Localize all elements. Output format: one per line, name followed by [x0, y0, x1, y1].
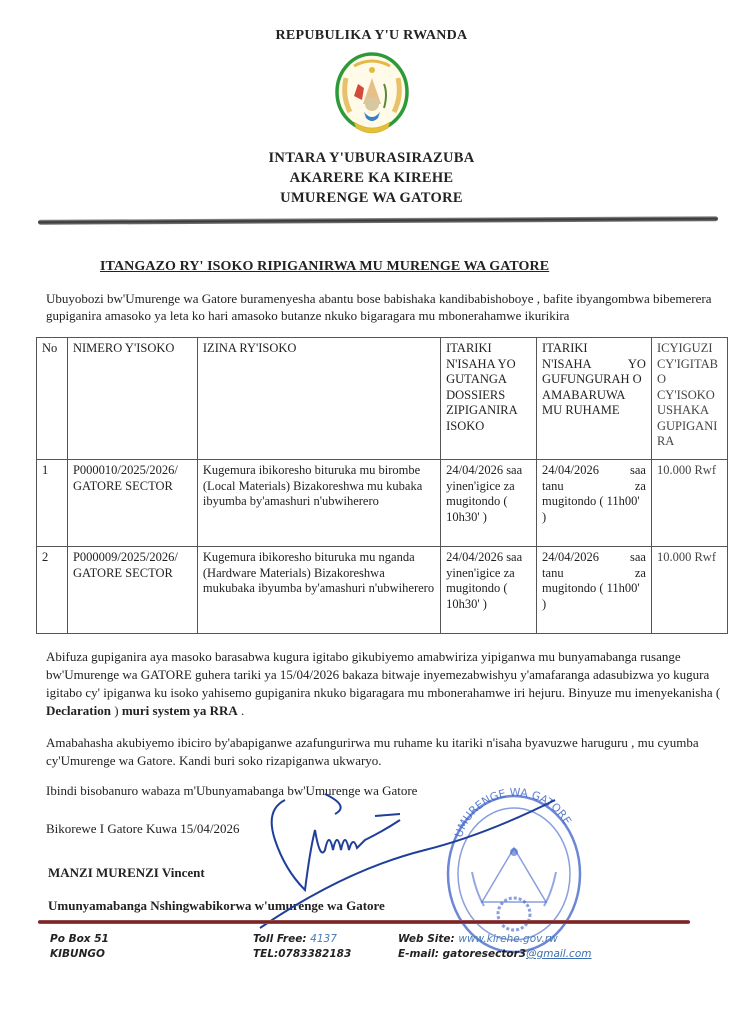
- row-no: 2: [37, 547, 68, 634]
- toll-free-number: 4137: [310, 933, 337, 945]
- declaration-text: Declaration: [46, 703, 111, 718]
- opening-za: za: [634, 565, 646, 580]
- opening-date: 24/04/2026: [542, 463, 599, 477]
- opening-line1: [542, 550, 646, 566]
- p1-main-text: Abifuza gupiganira aya masoko barasabwa kugura igitabo gikubiyemo amabwiriza yipiganwa mu bunyamabanga rusange bw'Umurenge wa GATORE guhera tariki ya 15/04/2026 bakaza bitwaje inyemezabwishyu y'amafaranga adasubizwa yo kugura igitabo cy' ipiganwa ku isoko yahisemo gupiganira nkuko bigaragara mu mbonerahamwe iri hejuru. Binyuze mu imenyekanisha (: [46, 649, 721, 700]
- opening-za: za: [634, 478, 646, 493]
- opening-line1: [542, 463, 646, 479]
- intro-paragraph: Ubuyobozi bw'Umurenge wa Gatore buramenyesha abantu bose babishaka kandibabishoboye , bafite ibyangombwa bibemerera gupiganira amasoko ya leta ko hari amasoko butanze nkuko bigaragara mu mbonerahamwe ikurikira: [46, 291, 712, 323]
- p1-mid-text: ): [110, 703, 122, 718]
- opening-line2: [542, 479, 646, 495]
- header-tender-number: NIMERO Y'ISOKO: [67, 338, 197, 460]
- row-opening-date: [537, 547, 652, 634]
- opening-saa: saa: [630, 463, 646, 477]
- telephone: TEL:0783382183: [253, 948, 352, 960]
- province-name: INTARA Y'UBURASIRAZUBA: [268, 150, 475, 166]
- bid-opening-paragraph: Amabahasha akubiyemo ibiciro by'abapiganwe azafungurirwa mu ruhame ku itariki n'isaha byavuzwe haruguru , mu cyumba cy'Umurenge wa Gatore. Kandi buri soko rizapiganwa ukwaryo.: [46, 735, 699, 768]
- svg-text:UMURENGE WA GATORE: UMURENGE WA GATORE: [452, 785, 574, 840]
- website-label: Web Site:: [398, 933, 459, 945]
- email-link[interactable]: @gmail.com: [526, 948, 592, 960]
- purchase-instructions-paragraph: [46, 648, 726, 720]
- opening-time: mugitondo ( 11h00' ): [542, 494, 640, 524]
- document-title: ITANGAZO RY' ISOKO RIPIGANIRWA MU MURENGE WA GATORE: [100, 259, 550, 274]
- handwritten-signature-icon: [225, 780, 565, 930]
- place-date-line: Bikorewe I Gatore Kuwa 15/04/2026: [46, 821, 240, 836]
- row-price: 10.000 Rwf: [651, 460, 727, 547]
- footer-divider: [38, 920, 690, 924]
- table-row: [37, 460, 728, 547]
- header-opening-line1: ITARIKI: [542, 341, 588, 355]
- opening-saa: saa: [630, 550, 646, 564]
- header-opening-yo: YO: [627, 356, 646, 371]
- country-name: REPUBULIKA Y'U RWANDA: [275, 28, 468, 43]
- footer-online: [398, 932, 592, 962]
- header-price: ICYIGUZI CY'IGITAB O CY'ISOKO USHAKA GUPIGANI RA: [651, 338, 727, 460]
- header-submission-date: ITARIKI N'ISAHA YO GUTANGA DOSSIERS ZIPIGANIRA ISOKO: [441, 338, 537, 460]
- row-tender-number: P000009/2025/2026/ GATORE SECTOR: [67, 547, 197, 634]
- row-tender-name: Kugemura ibikoresho bituruka mu nganda (Hardware Materials) Bizakoreshwa mukubaka ibyumba by'amashuri n'ubwiherero: [197, 547, 440, 634]
- opening-time: mugitondo ( 11h00' ): [542, 581, 640, 611]
- opening-tanu: tanu: [542, 565, 564, 580]
- contact-info-paragraph: Ibindi bisobanuro wabaza m'Ubunyamabanga bw'Umurenge wa Gatore: [46, 783, 418, 798]
- website-link[interactable]: www.kirehe.gov.rw: [458, 933, 558, 945]
- row-no: 1: [37, 460, 68, 547]
- header-opening-line2: [542, 357, 646, 373]
- header-tender-name: IZINA RY'ISOKO: [197, 338, 440, 460]
- rwanda-coat-of-arms-icon: [332, 48, 412, 144]
- row-submission-date: 24/04/2026 saa yinen'igice za mugitondo ( 10h30' ): [441, 547, 537, 634]
- po-box: Po Box 51: [50, 933, 109, 945]
- toll-free-label: Toll Free:: [253, 933, 311, 945]
- row-submission-date: 24/04/2026 saa yinen'igice za mugitondo ( 10h30' ): [441, 460, 537, 547]
- row-tender-name: Kugemura ibikoresho bituruka mu birombe (Local Materials) Bizakoreshwa mu kubaka ibyumba by'amashuri n'ubwiherero: [197, 460, 440, 547]
- p1-end-text: .: [237, 703, 245, 718]
- row-price: 10.000 Rwf: [651, 547, 727, 634]
- rra-system-text: muri system ya RRA: [121, 703, 238, 718]
- signatory-name: MANZI MURENZI Vincent: [48, 865, 205, 880]
- opening-date: 24/04/2026: [542, 550, 599, 564]
- header-divider: [38, 216, 718, 225]
- row-opening-date: [537, 460, 652, 547]
- header-no: No: [37, 338, 68, 460]
- email-label: E-mail: gatoresector3: [398, 948, 527, 960]
- footer-phone: [253, 932, 351, 962]
- tenders-table: [36, 337, 728, 634]
- email: [398, 947, 592, 962]
- signatory-title: Umunyamabanga Nshingwabikorwa w'umurenge wa Gatore: [48, 898, 385, 913]
- table-header-row: [37, 338, 728, 460]
- header-opening-date: [537, 338, 652, 460]
- website: [398, 932, 592, 947]
- sector-name: UMURENGE WA GATORE: [280, 190, 463, 206]
- opening-tanu: tanu: [542, 478, 564, 493]
- district-name: AKARERE KA KIREHE: [289, 170, 454, 186]
- letterhead: [0, 28, 743, 208]
- town: KIBUNGO: [50, 948, 105, 960]
- opening-line2: [542, 566, 646, 582]
- footer-address: [50, 932, 109, 962]
- header-opening-isaha: N'ISAHA: [542, 356, 592, 371]
- table-row: [37, 547, 728, 634]
- row-tender-number: P000010/2025/2026/ GATORE SECTOR: [67, 460, 197, 547]
- header-opening-rest: GUFUNGURAH O AMABARUWA MU RUHAME: [542, 372, 642, 417]
- toll-free: [253, 932, 351, 947]
